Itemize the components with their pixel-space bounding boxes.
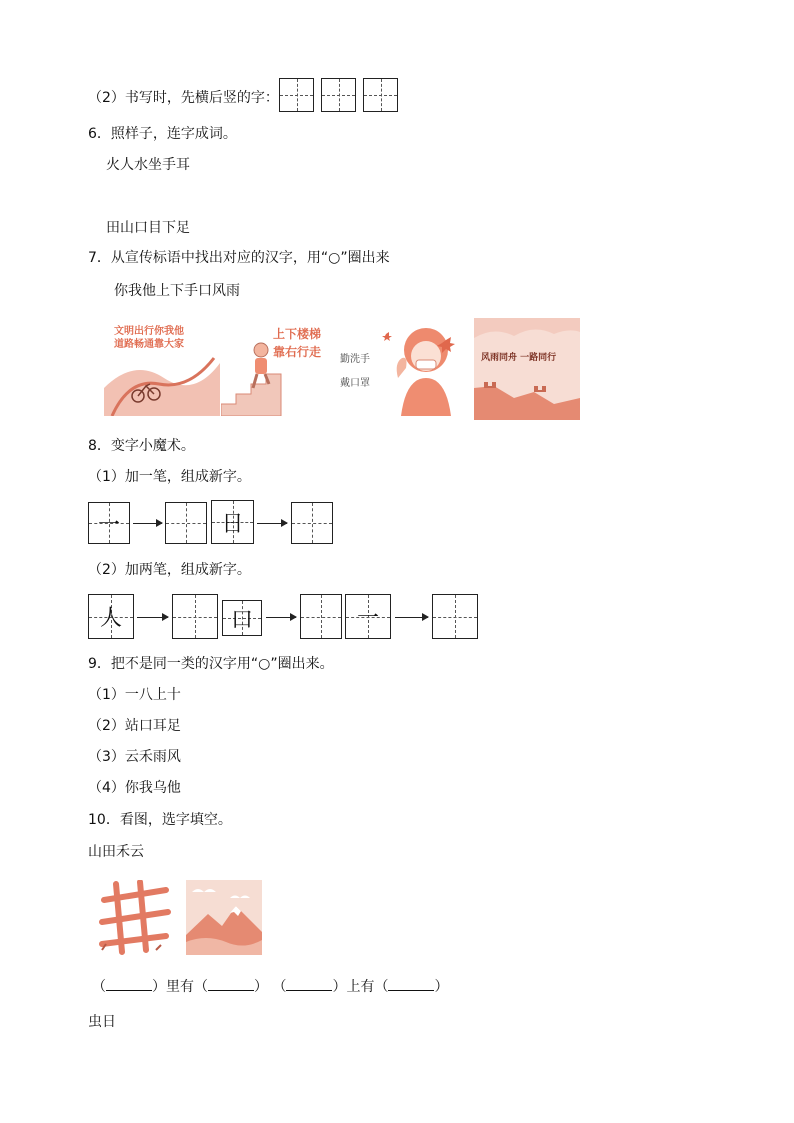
poster-mask-handwash: [336, 318, 462, 416]
q8-sub2-box-3: [345, 594, 391, 639]
q8-title: 8．变字小魔术。: [88, 438, 195, 454]
arrow-right-icon: [266, 617, 296, 618]
q8-sub2-answer-2[interactable]: [300, 594, 342, 639]
q8-sub1-answer-2[interactable]: [291, 502, 333, 544]
q10-blank-4[interactable]: [388, 976, 434, 991]
q7-title: 7．从宣传标语中找出对应的汉字，用“○”圈出来: [88, 250, 390, 266]
poster3-text-2: 戴口罩: [340, 378, 370, 389]
q8-sub1-answer-1[interactable]: [165, 502, 207, 544]
q8-sub2-box-2: [222, 600, 262, 636]
q9-item-1: （1）一八上十: [88, 687, 181, 703]
q8-sub2-answer-3[interactable]: [432, 594, 478, 639]
q8-sub2-char-1: 人: [99, 606, 122, 631]
poster-civilized-travel: [104, 318, 220, 416]
q6-row1: 火人水坐手耳: [106, 157, 190, 173]
q8-sub1-box-2: [211, 500, 254, 544]
q9-item-4: （4）你我乌他: [88, 780, 181, 796]
poster2-slogan-2: 靠右行走: [273, 345, 322, 359]
arrow-right-icon: [133, 523, 162, 524]
poster2-slogan-1: 上下楼梯: [273, 327, 322, 341]
poster1-slogan-2: 道路畅通靠大家: [114, 339, 184, 350]
q9-item-2: （2）站口耳足: [88, 718, 181, 734]
arrow-right-icon: [257, 523, 287, 524]
poster-great-wall: [474, 318, 580, 420]
q8-sub1-char-1: 一: [97, 512, 120, 538]
q8-sub1-char-2: 日: [221, 511, 244, 537]
mountain-cloud-picture: [186, 880, 262, 955]
q8-sub1-box-1: [88, 502, 130, 544]
field-grid-picture: [96, 880, 172, 955]
q10-blank-1[interactable]: [106, 976, 152, 991]
q5-sub2-prompt: （2）书写时，先横后竖的字：: [88, 90, 279, 106]
q10-sentence: （ ）里有（ ） （ ）上有（ ）: [92, 976, 448, 997]
q5-answer-box-3[interactable]: [363, 78, 398, 112]
q7-chars: 你我他上下手口风雨: [114, 283, 240, 299]
q10-blank-3[interactable]: [286, 976, 332, 991]
poster-stairs: [221, 318, 334, 416]
q10-blank-2[interactable]: [208, 976, 254, 991]
q10-title: 10．看图，选字填空。: [88, 812, 232, 828]
q8-sub2-char-2: 口: [230, 607, 253, 633]
q10-next-chars: 虫日: [88, 1014, 116, 1030]
q8-sub2-box-1: [88, 594, 134, 639]
q9-title: 9．把不是同一类的汉字用“○”圈出来。: [88, 656, 334, 672]
q8-sub1: （1）加一笔，组成新字。: [88, 469, 251, 485]
poster1-slogan-1: 文明出行你我他: [114, 326, 184, 337]
poster4-slogan: 风雨同舟 一路同行: [481, 353, 557, 363]
arrow-right-icon: [137, 617, 168, 618]
q10-chars: 山田禾云: [88, 844, 144, 860]
q8-sub2: （2）加两笔，组成新字。: [88, 562, 251, 578]
arrow-right-icon: [395, 617, 428, 618]
q8-sub2-char-3: 一: [356, 606, 379, 631]
q5-answer-box-1[interactable]: [279, 78, 314, 112]
q8-sub2-answer-1[interactable]: [172, 594, 218, 639]
poster3-text-1: 勤洗手: [340, 354, 370, 365]
q6-row2: 田山口目下足: [106, 220, 190, 236]
q6-title: 6．照样子，连字成词。: [88, 126, 237, 142]
q5-answer-box-2[interactable]: [321, 78, 356, 112]
q9-item-3: （3）云禾雨风: [88, 749, 181, 765]
